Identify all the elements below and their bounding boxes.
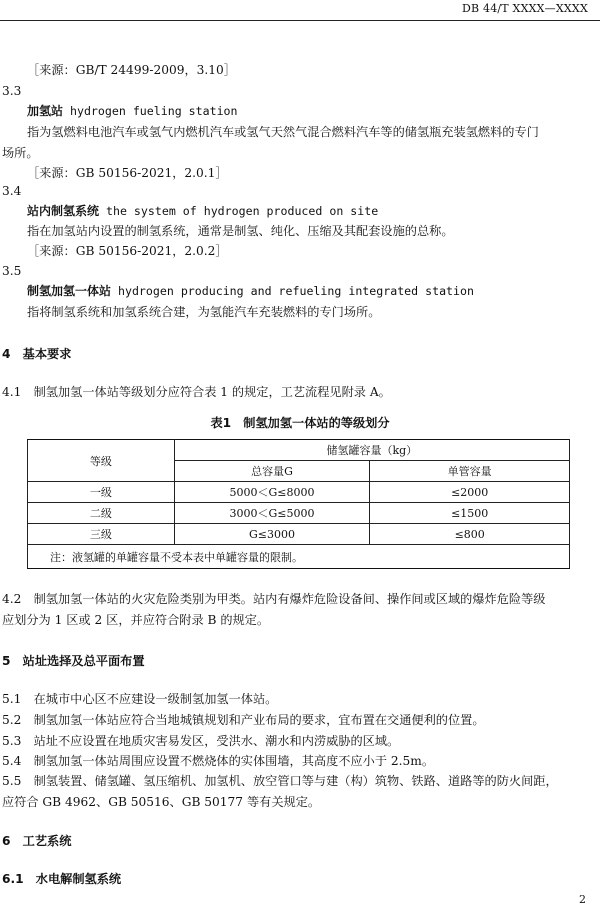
paragraph-4-2: 4.2 制氢加氢一体站的火灾危险类别为甲类。站内有爆炸危险设备间、操作间或区域的爆炸危险等级 <box>2 592 546 606</box>
table-row <box>28 482 570 503</box>
section-heading-4: 4 基本要求 <box>2 347 72 361</box>
clause-number: 3.5 <box>2 264 22 278</box>
cell-grade: 一级 <box>28 482 175 503</box>
header-rule <box>0 20 600 21</box>
grade-table <box>27 439 570 569</box>
paragraph-5-3: 5.3 站址不应设置在地质灾害易发区，受洪水、潮水和内涝威胁的区域。 <box>2 734 400 748</box>
definition-text: 指为氢燃料电池汽车或氢气内燃机汽车或氢气天然气混合燃料汽车等的储氢瓶充装氢燃料的专门 <box>27 125 539 139</box>
header-grade: 等级 <box>28 440 175 482</box>
term-en: hydrogen producing and refueling integrated station <box>111 284 474 298</box>
page-number: 2 <box>579 893 586 906</box>
section-heading-5: 5 站址选择及总平面布置 <box>2 654 145 668</box>
clause-number: 3.3 <box>2 84 22 98</box>
term-zh: 加氢站 <box>27 104 64 118</box>
paragraph-4-1: 4.1 制氢加氢一体站等级划分应符合表 1 的规定，工艺流程见附录 A。 <box>2 385 391 399</box>
paragraph-5-1: 5.1 在城市中心区不应建设一级制氢加氢一体站。 <box>2 692 278 706</box>
clause-number: 3.4 <box>2 184 22 198</box>
source-citation: ［来源：GB/T 24499-2009，3.10］ <box>27 63 236 77</box>
table-row <box>28 524 570 545</box>
paragraph-5-5-cont: 应符合 GB 4962、GB 50516、GB 50177 等有关规定。 <box>2 795 321 809</box>
section-heading-6: 6 工艺系统 <box>2 834 72 848</box>
table-row <box>28 503 570 524</box>
term-heading <box>27 283 474 299</box>
term-zh: 站内制氢系统 <box>27 204 100 218</box>
table-note: 注：液氢罐的单罐容量不受本表中单罐容量的限制。 <box>28 545 570 569</box>
cell-total: G≤3000 <box>174 524 370 545</box>
source-citation: ［来源：GB 50156-2021，2.0.1］ <box>27 166 228 180</box>
term-heading <box>27 103 238 119</box>
subsection-heading-6-1: 6.1 水电解制氢系统 <box>2 872 122 886</box>
term-heading <box>27 203 378 219</box>
table-caption: 表1 制氢加氢一体站的等级划分 <box>210 416 390 430</box>
cell-single: ≤800 <box>370 524 570 545</box>
header-capacity-group: 储氢罐容量（kg） <box>174 440 569 461</box>
cell-grade: 二级 <box>28 503 175 524</box>
paragraph-5-2: 5.2 制氢加氢一体站应符合当地城镇规划和产业布局的要求，宜布置在交通便利的位置。 <box>2 713 485 727</box>
term-en: hydrogen fueling station <box>63 104 238 118</box>
header-total-capacity: 总容量G <box>174 461 370 482</box>
term-zh: 制氢加氢一体站 <box>27 284 112 298</box>
header-single-capacity: 单管容量 <box>370 461 570 482</box>
paragraph-4-2-cont: 应划分为 1 区或 2 区，并应符合附录 B 的规定。 <box>2 613 270 627</box>
definition-text: 指将制氢系统和加氢系统合建，为氢能汽车充装燃料的专门场所。 <box>27 305 381 319</box>
cell-single: ≤2000 <box>370 482 570 503</box>
cell-total: 5000＜G≤8000 <box>174 482 370 503</box>
definition-text: 指在加氢站内设置的制氢系统，通常是制氢、纯化、压缩及其配套设施的总称。 <box>27 224 454 238</box>
paragraph-5-4: 5.4 制氢加氢一体站周围应设置不燃烧体的实体围墙，其高度不应小于 2.5m。 <box>2 754 435 768</box>
document-code-header: DB 44/T XXXX—XXXX <box>462 2 588 15</box>
definition-text-cont: 场所。 <box>2 146 39 160</box>
term-en: the system of hydrogen produced on site <box>99 204 379 218</box>
paragraph-5-5: 5.5 制氢装置、储氢罐、氢压缩机、加氢机、放空管口等与建（构）筑物、铁路、道路等的防火间距， <box>2 774 558 788</box>
cell-single: ≤1500 <box>370 503 570 524</box>
cell-grade: 三级 <box>28 524 175 545</box>
cell-total: 3000＜G≤5000 <box>174 503 370 524</box>
source-citation: ［来源：GB 50156-2021，2.0.2］ <box>27 244 228 258</box>
